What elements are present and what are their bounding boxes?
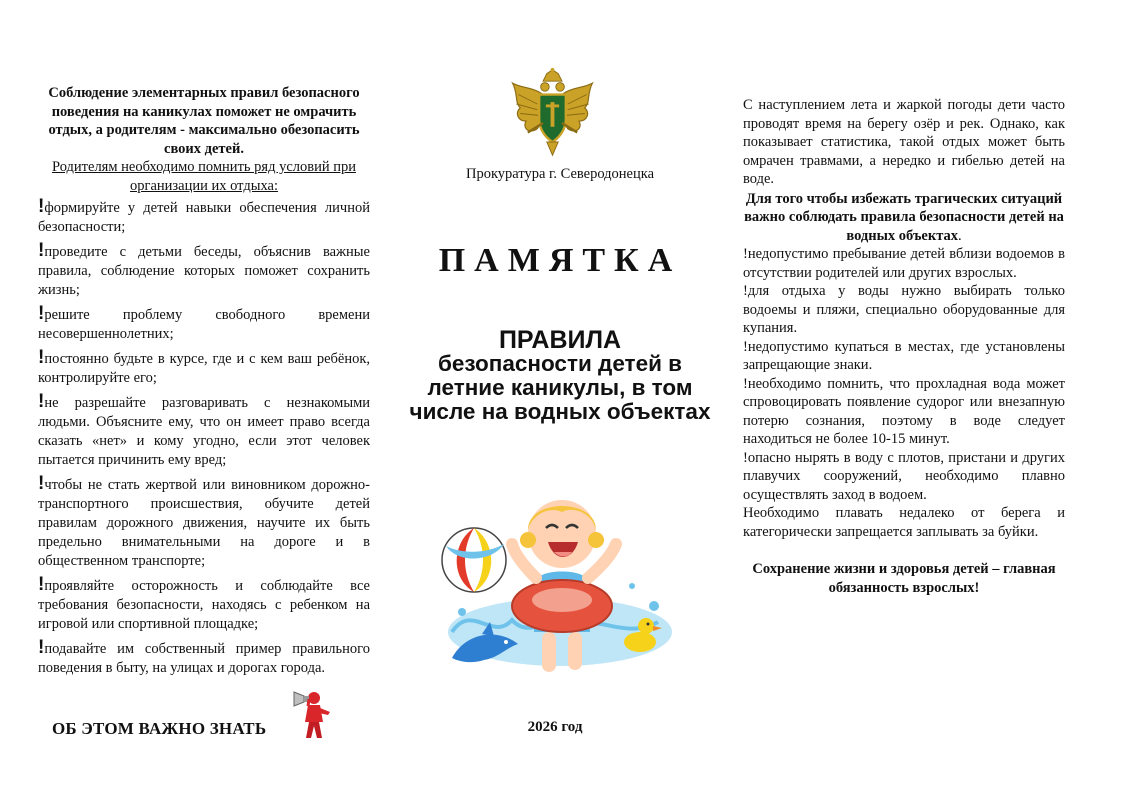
page-title: ПАМЯТКА — [438, 242, 682, 279]
organization-name: Прокуратура г. Северодонецка — [465, 166, 655, 182]
important-to-know-footer: ОБ ЭТОМ ВАЖНО ЗНАТЬ — [52, 719, 267, 738]
exclamation-bullet: ! — [38, 347, 45, 368]
list-item: !решите проблему свободного времени несовершеннолетних; — [38, 303, 370, 342]
exclamation-bullet: ! — [38, 473, 45, 494]
water-rule-paragraph: !недопустимо пребывание детей вблизи водоемов в отсутствии родителей или других взрослых. — [743, 246, 1065, 281]
list-item: !формируйте у детей навыки обеспечения личной безопасности; — [38, 196, 370, 235]
summer-intro-paragraph: С наступлением лета и жаркой погоды дети часто проводят время на берегу озёр и рек. Однако, как показывает статистика, такой отдых может быть омрачен травмами, а нередко и гибелью детей на воде. — [743, 97, 1065, 187]
exclamation-bullet: ! — [38, 196, 45, 217]
closing-statement: Сохранение жизни и здоровья детей – главная обязанность взрослых! — [752, 561, 1056, 596]
exclamation-bullet: ! — [38, 391, 45, 412]
prosecutor-office-emblem — [505, 66, 600, 161]
rules-title: ПРАВИЛА — [498, 326, 622, 354]
list-item: !проведите с детьми беседы, объяснив важные правила, соблюдение которых поможет сохранить жизнь; — [38, 240, 370, 298]
exclamation-bullet: ! — [38, 637, 45, 658]
right-column — [743, 96, 1065, 597]
brochure-subtitle — [400, 328, 720, 424]
exclamation-bullet: ! — [38, 303, 45, 324]
list-item: !чтобы не стать жертвой или виновником дорожно-транспортного происшествия, обучите детей правилам дорожного движения, научите их быть предельно внимательными на дороге и в общественном транспорте; — [38, 473, 370, 569]
water-rule-paragraph: !для отдыха у воды нужно выбирать только водоемы и пляжи, специально оборудованные для купания. — [743, 283, 1065, 336]
water-rule-paragraph: !недопустимо купаться в местах, где установлены запрещающие знаки. — [743, 338, 1065, 373]
publication-year: 2026 год — [527, 719, 583, 735]
water-rule-paragraph: !необходимо помнить, что прохладная вода может спровоцировать появление судорог или внезапную потерю сознания, поэтому в воде следует находиться не более 10-15 минут. — [743, 375, 1065, 447]
exclamation-bullet: ! — [38, 574, 45, 595]
list-item: !проявляйте осторожность и соблюдайте все требования безопасности, находясь с ребенком на игровой или спортивной площадке; — [38, 574, 370, 632]
left-intro-underlined: Родителям необходимо помнить ряд условий при организации их отдыха: — [52, 159, 356, 194]
rules-description: безопасности детей в летние каникулы, в том числе на водных объектах — [409, 351, 711, 424]
parent-advice-list — [38, 197, 370, 678]
left-column — [38, 84, 370, 682]
megaphone-mascot-icon — [290, 686, 334, 742]
water-rule-paragraph: !опасно нырять в воду с плотов, пристани и других плавучих сооружений, необходимо плавно осуществлять заход в водоем. — [743, 449, 1065, 503]
child-swimming-illustration — [432, 482, 678, 680]
list-item: !подавайте им собственный пример правильного поведения в быту, на улицах и дорогах города. — [38, 637, 370, 676]
water-rule-paragraph: Необходимо плавать недалеко от берега и категорически запрещается заплывать за буйки. — [743, 505, 1065, 540]
water-safety-heading: Для того чтобы избежать трагических ситуаций важно соблюдать правила безопасности детей на водных объектах. — [744, 190, 1064, 244]
exclamation-bullet: ! — [38, 240, 45, 261]
left-intro: Соблюдение элементарных правил безопасного поведения на каникулах поможет не омрачить отдых, а родителям - максимально обезопасить своих детей. — [48, 85, 360, 157]
list-item: !не разрешайте разговаривать с незнакомыми людьми. Объясните ему, что он имеет право всегда сказать «нет» и кому угодно, если этот человек пытается причинить ему вред; — [38, 391, 370, 468]
list-item: !постоянно будьте в курсе, где и с кем ваш ребёнок, контролируйте его; — [38, 347, 370, 386]
